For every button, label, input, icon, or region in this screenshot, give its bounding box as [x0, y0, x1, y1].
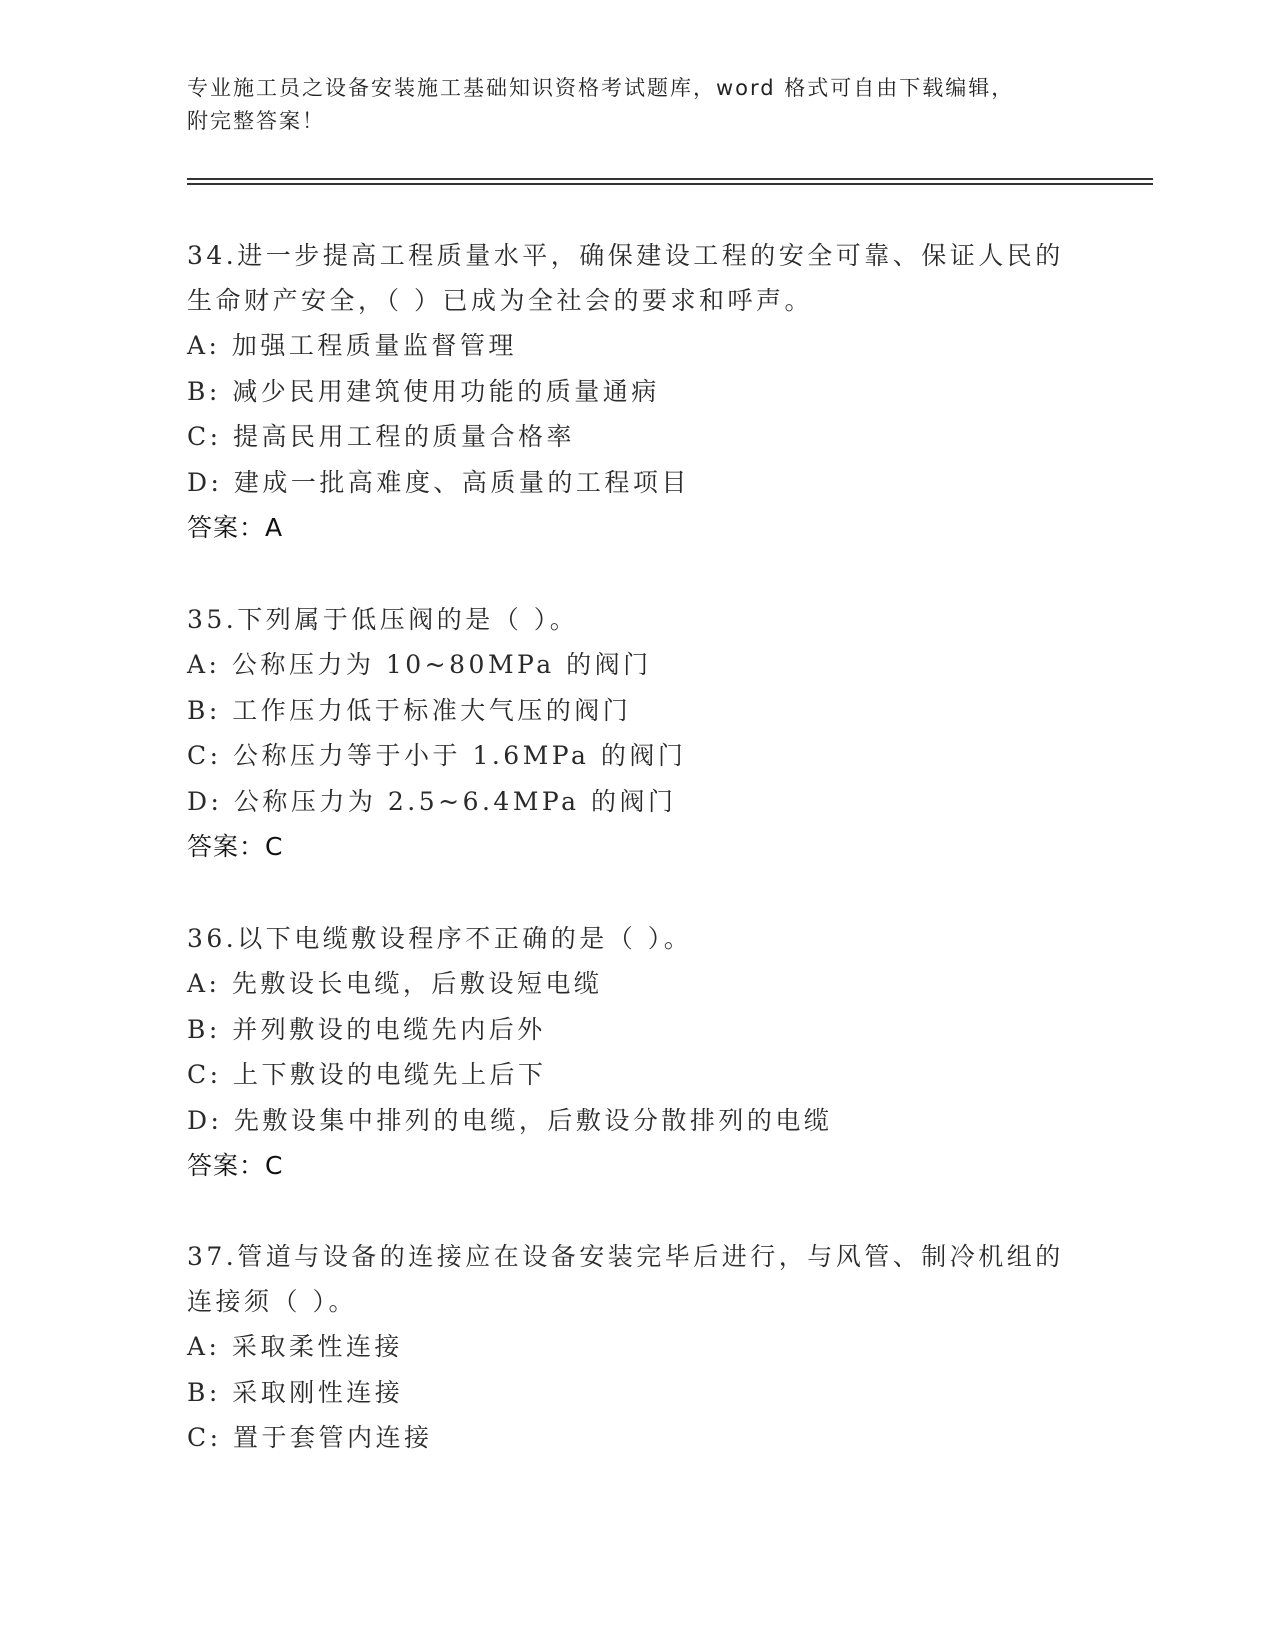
answer: 答案：C	[187, 1151, 284, 1180]
option-b: B: 工作压力低于标准大气压的阀门	[187, 695, 632, 725]
question-36	[187, 916, 1087, 1188]
option-b: B: 减少民用建筑使用功能的质量通病	[187, 376, 660, 406]
question-35	[187, 597, 1087, 869]
page-header	[187, 72, 1087, 138]
option-c: C: 上下敷设的电缆先上后下	[187, 1060, 547, 1089]
option-b: B: 并列敷设的电缆先内后外	[187, 1014, 546, 1044]
header-rule-top	[187, 178, 1153, 180]
option-c: C: 公称压力等于小于 1.6MPa 的阀门	[187, 741, 687, 770]
header-line-1: 专业施工员之设备安装施工基础知识资格考试题库，word 格式可自由下载编辑，	[187, 76, 1015, 100]
answer: 答案：C	[187, 832, 284, 861]
option-c: C: 置于套管内连接	[187, 1423, 433, 1452]
header-rule-bottom	[187, 183, 1153, 185]
option-a: A: 公称压力为 10~80MPa 的阀门	[187, 650, 652, 679]
question-34	[187, 233, 1087, 550]
question-text-line: 37.管道与设备的连接应在设备安装完毕后进行，与风管、制冷机组的	[187, 1242, 1064, 1271]
option-d: D: 建成一批高难度、高质量的工程项目	[187, 467, 690, 497]
question-text-line: 34.进一步提高工程质量水平，确保建设工程的安全可靠、保证人民的	[187, 241, 1064, 270]
header-line-2: 附完整答案！	[187, 109, 325, 133]
option-a: A: 采取柔性连接	[187, 1332, 403, 1361]
question-text-line: 36.以下电缆敷设程序不正确的是（ ）。	[187, 924, 693, 953]
option-c: C: 提高民用工程的质量合格率	[187, 422, 575, 451]
question-text-line: 生命财产安全，（ ）已成为全社会的要求和呼声。	[187, 286, 813, 315]
option-a: A: 先敷设长电缆，后敷设短电缆	[187, 969, 603, 998]
option-b: B: 采取刚性连接	[187, 1377, 404, 1407]
answer: 答案：A	[187, 513, 284, 542]
question-text-line: 35.下列属于低压阀的是（ ）。	[187, 605, 579, 634]
option-d: D: 先敷设集中排列的电缆，后敷设分散排列的电缆	[187, 1105, 833, 1135]
question-text-line: 连接须（ ）。	[187, 1287, 357, 1316]
option-d: D: 公称压力为 2.5~6.4MPa 的阀门	[187, 786, 677, 816]
question-37	[187, 1234, 1087, 1461]
option-a: A: 加强工程质量监督管理	[187, 331, 517, 360]
